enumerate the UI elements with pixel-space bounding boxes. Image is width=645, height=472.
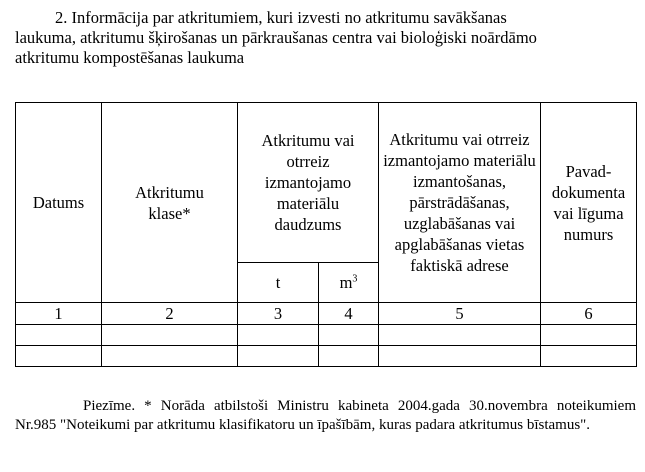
column-number: 1 bbox=[16, 303, 102, 325]
header-row bbox=[16, 103, 637, 263]
table-cell[interactable] bbox=[238, 325, 319, 346]
footnote: Piezīme. * Norāda atbilstoši Ministru kabineta 2004.gada 30.novembra noteikumiem Nr.985 "Noteikumi par atkritumu klasifikatoru un īpašībām, kuras padara atkritumus bīstamus". bbox=[15, 398, 636, 433]
table-cell[interactable] bbox=[16, 325, 102, 346]
table-cell[interactable] bbox=[319, 346, 379, 367]
table-cell[interactable] bbox=[319, 325, 379, 346]
table-cell[interactable] bbox=[102, 325, 238, 346]
column-number: 3 bbox=[238, 303, 319, 325]
header-date: Datums bbox=[16, 103, 102, 303]
column-number: 2 bbox=[102, 303, 238, 325]
header-quantity: Atkritumu vai otrreiz izmantojamo materiālu daudzums bbox=[238, 103, 379, 263]
table-row bbox=[16, 346, 637, 367]
table-cell[interactable] bbox=[238, 346, 319, 367]
column-number: 6 bbox=[541, 303, 637, 325]
table-row bbox=[16, 325, 637, 346]
heading-line-2: laukuma, atkritumu šķirošanas un pārkraušanas centra vai bioloģiski noārdāmo bbox=[15, 28, 537, 47]
header-unit-t: t bbox=[238, 263, 319, 303]
table-cell[interactable] bbox=[541, 325, 637, 346]
column-number: 4 bbox=[319, 303, 379, 325]
table-cell[interactable] bbox=[16, 346, 102, 367]
waste-transfer-table bbox=[15, 102, 637, 367]
table-cell[interactable] bbox=[379, 325, 541, 346]
column-number: 5 bbox=[379, 303, 541, 325]
header-class: Atkritumu klase* bbox=[102, 103, 238, 303]
heading-line-3: atkritumu kompostēšanas laukuma bbox=[15, 48, 245, 67]
header-unit-m3: $m^3$ bbox=[319, 263, 379, 303]
table-cell[interactable] bbox=[541, 346, 637, 367]
table-cell[interactable] bbox=[102, 346, 238, 367]
header-document: Pavad-dokumenta vai līguma numurs bbox=[541, 103, 637, 303]
section-heading bbox=[15, 8, 635, 68]
header-address: Atkritumu vai otrreiz izmantojamo materiālu izmantošanas, pārstrādāšanas, uzglabāšanas vai apglabāšanas vietas faktiskā adrese bbox=[379, 103, 541, 303]
table-cell[interactable] bbox=[379, 346, 541, 367]
column-number-row bbox=[16, 303, 637, 325]
heading-line-1: 2. Informācija par atkritumiem, kuri izvesti no atkritumu savākšanas bbox=[55, 8, 507, 27]
